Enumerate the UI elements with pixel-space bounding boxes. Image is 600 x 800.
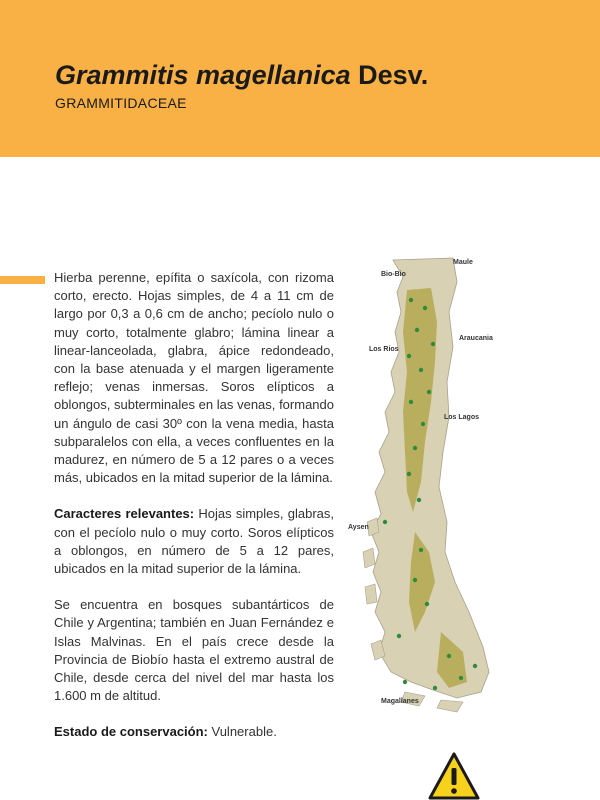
map-label-magallanes: Magallanes: [381, 698, 419, 705]
map-label-araucania: Araucania: [459, 335, 493, 342]
distribution-paragraph: [54, 596, 334, 705]
relevant-text: Hojas simples, glabras, con el pecíolo nulo o muy corto. Soros elípticos a oblongos, en número de 5 a 12 pares, ubicados en la mitad superior de la lámina.: [54, 506, 334, 577]
map-label-aysen: Aysen: [348, 524, 369, 531]
description-paragraph: [54, 269, 334, 487]
section-marker: [0, 276, 45, 284]
species-author: Desv.: [358, 60, 429, 90]
map-label-los-rios: Los Rios: [369, 346, 399, 353]
family-name: GRAMMITIDACEAE: [55, 95, 187, 111]
map-label-biobio: Bio-Bio: [381, 271, 406, 278]
distribution-text: Se encuentra en bosques subantárticos de Chile y Argentina; también en Juan Fernández e Islas Malvinas. En el país crece desde la Provincia de Biobío hasta el extremo austral de Chile, desde cerca del nivel del mar hasta los 1.600 m de altitud.: [54, 597, 334, 704]
species-text: [54, 269, 334, 760]
species-latin-name: Grammitis magellanica: [55, 60, 351, 90]
conservation-value: Vulnerable.: [211, 724, 277, 740]
map-label-maule: Maule: [453, 259, 473, 266]
relevant-label: Caracteres relevantes:: [54, 506, 195, 522]
relevant-paragraph: [54, 505, 334, 578]
description-text: Hierba perenne, epífita o saxícola, con rizoma corto, erecto. Hojas simples, de 4 a 11 cm de largo por 0,3 a 0,6 cm de ancho; pecíolo nulo o muy corto, totalmente glabro; lámina linear a linear-lanceolada, glabra, ápice redondeado, con la base atenuada y el margen ligeramente reflejo; venas inmersas. Soros elípticos a oblongos, subterminales en las venas, formando un ángulo de casi 30º con la vena media, hasta subparalelos con ella, a veces confluentes en la madurez, en número de 5 a 12 pares o a veces más, ubicados en la mitad superior de la lámina.: [54, 270, 334, 486]
species-title: [55, 60, 428, 91]
map-label-los-lagos: Los Lagos: [444, 414, 480, 421]
header-banner: [0, 0, 600, 157]
warning-icon: [428, 752, 480, 800]
conservation-paragraph: [54, 723, 334, 741]
distribution-map: [345, 252, 495, 722]
conservation-label: Estado de conservación:: [54, 724, 208, 740]
